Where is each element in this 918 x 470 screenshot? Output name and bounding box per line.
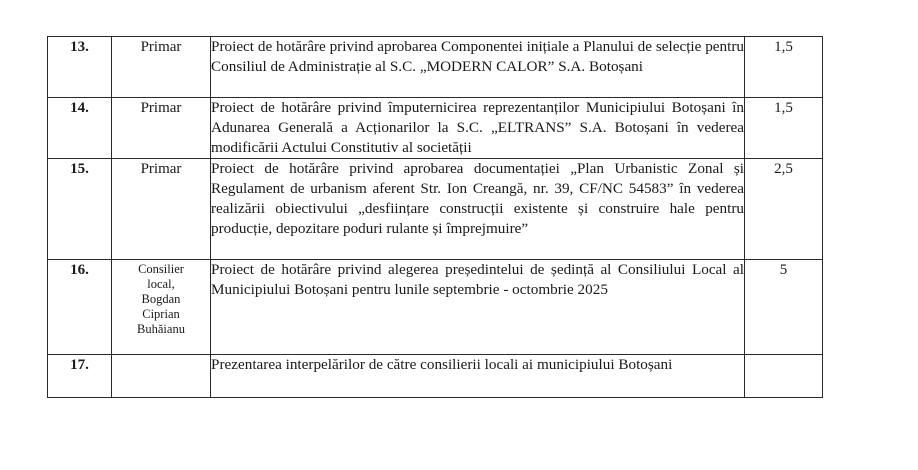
item-description: Proiect de hotărâre privind împuternicirea reprezentanților Municipiului Botoșani în Adunarea Generală a Acționarilor la S.C. „ELTRANS” S.A. Botoșani în vederea modificării Actului Constitutiv al societății xyxy=(211,98,745,159)
table-row xyxy=(48,98,823,159)
item-number: 13. xyxy=(48,37,112,98)
item-description: Proiect de hotărâre privind aprobarea Componentei inițiale a Planului de selecție pentru Consiliul de Administrație al S.C. „MODERN CALOR” S.A. Botoșani xyxy=(211,37,745,98)
item-number: 15. xyxy=(48,159,112,260)
item-time: 5 xyxy=(745,260,823,355)
table-row xyxy=(48,159,823,260)
item-description: Proiect de hotărâre privind aprobarea documentației „Plan Urbanistic Zonal și Regulament de urbanism aferent Str. Ion Creangă, nr. 39, CF/NC 54583” în vederea realizării obiectivului „desființare construcții existente și construire hale pentru producție, depozitare poduri rulante și împrejmuire” xyxy=(211,159,745,260)
table-row xyxy=(48,37,823,98)
item-time: 1,5 xyxy=(745,98,823,159)
item-initiator: Primar xyxy=(112,159,211,260)
agenda-table xyxy=(47,36,823,398)
item-initiator xyxy=(112,355,211,398)
item-description: Prezentarea interpelărilor de către consilierii locali ai municipiului Botoșani xyxy=(211,355,745,398)
item-initiator: Primar xyxy=(112,98,211,159)
item-description: Proiect de hotărâre privind alegerea președintelui de ședință al Consiliului Local al Municipiului Botoșani pentru lunile septembrie - octombrie 2025 xyxy=(211,260,745,355)
table-row xyxy=(48,260,823,355)
item-time: 2,5 xyxy=(745,159,823,260)
item-number: 14. xyxy=(48,98,112,159)
item-initiator: Consilier local, Bogdan Ciprian Buhăianu xyxy=(112,260,211,355)
item-initiator: Primar xyxy=(112,37,211,98)
item-time: 1,5 xyxy=(745,37,823,98)
table-row xyxy=(48,355,823,398)
item-number: 16. xyxy=(48,260,112,355)
item-number: 17. xyxy=(48,355,112,398)
item-time xyxy=(745,355,823,398)
